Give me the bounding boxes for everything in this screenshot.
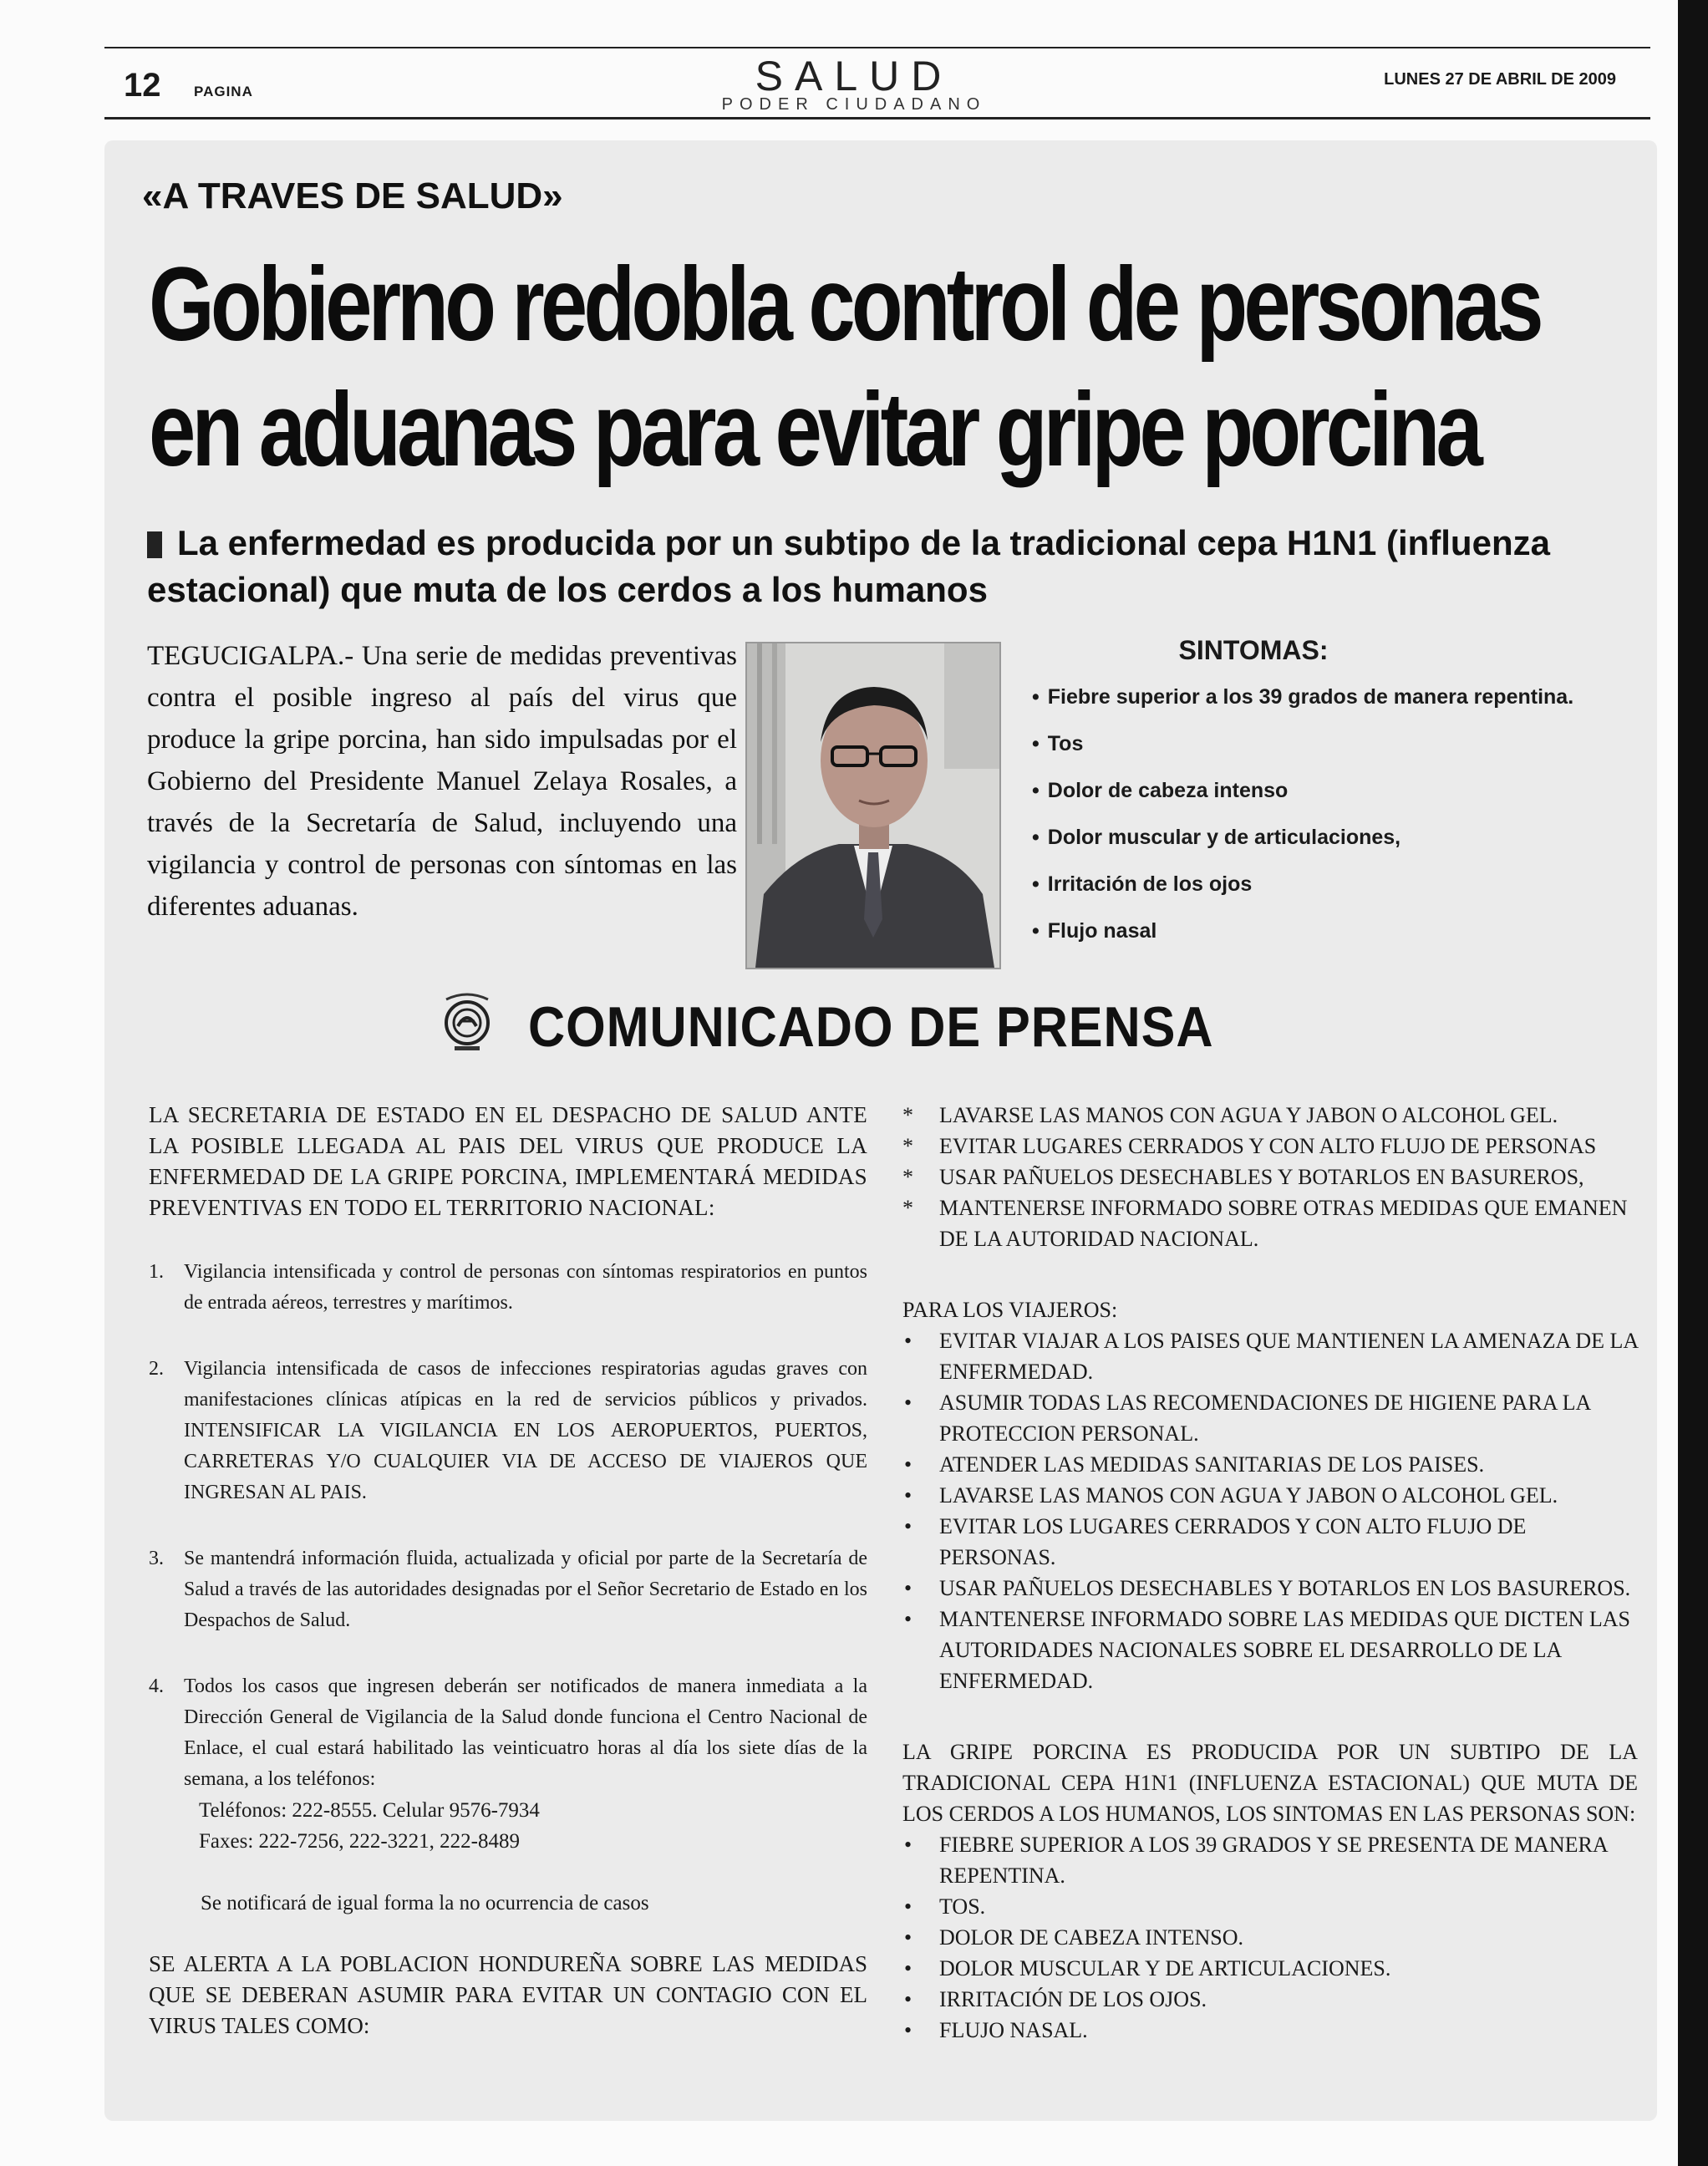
symptom-item: • Flujo nasal <box>1032 919 1617 966</box>
measure-item <box>149 1543 867 1636</box>
symptom-item: • Irritación de los ojos <box>1032 872 1617 919</box>
top-rule <box>104 47 1650 48</box>
traveler-item: • EVITAR LOS LUGARES CERRADOS Y CON ALTO FLUJO DE PERSONAS. <box>902 1511 1638 1573</box>
traveler-item: • USAR PAÑUELOS DESECHABLES Y BOTARLOS EN LOS BASUREROS. <box>902 1573 1638 1604</box>
page-number: 12 <box>124 67 161 104</box>
general-measure-item: * LAVARSE LAS MANOS CON AGUA Y JABON O ALCOHOL GEL. <box>902 1100 1638 1131</box>
page-label: PAGINA <box>194 84 253 99</box>
portrait-image <box>747 643 999 968</box>
traveler-item: • MANTENERSE INFORMADO SOBRE LAS MEDIDAS QUE DICTEN LAS AUTORIDADES NACIONALES SOBRE EL DESARROLLO DE LA ENFERMEDAD. <box>902 1604 1638 1696</box>
communique-left-column <box>149 1100 867 2041</box>
swine-flu-symptom-item: • TOS. <box>902 1891 1638 1922</box>
swine-flu-intro: LA GRIPE PORCINA ES PRODUCIDA POR UN SUBTIPO DE LA TRADICIONAL CEPA H1N1 (INFLUENZA ESTACIONAL) QUE MUTA DE LOS CERDOS A LOS HUMANOS, LOS SINTOMAS EN LAS PERSONAS SON: <box>902 1740 1638 1826</box>
subheadline <box>147 520 1618 613</box>
measure-text: Se mantendrá información fluida, actualizada y oficial por parte de la Secretaría de Salud a través de las autoridades designadas por el Señor Secretario de Estado en los Despachos de Salud. <box>184 1548 867 1631</box>
press-release-title: COMUNICADO DE PRENSA <box>528 995 1214 1059</box>
general-measure-item: * USAR PAÑUELOS DESECHABLES Y BOTARLOS EN BASUREROS, <box>902 1162 1638 1192</box>
measures-list <box>149 1257 867 1795</box>
symptom-item: • Dolor de cabeza intenso <box>1032 779 1617 826</box>
measure-item <box>149 1257 867 1319</box>
population-alert: SE ALERTA A LA POBLACION HONDUREÑA SOBRE LAS MEDIDAS QUE SE DEBERAN ASUMIR PARA EVITAR UN CONTAGIO CON EL VIRUS TALES COMO: <box>149 1951 867 2038</box>
fax-numbers: Faxes: 222-7256, 222-3221, 222-8489 <box>199 1830 520 1853</box>
phone-numbers: Teléfonos: 222-8555. Celular 9576-7934 <box>199 1799 540 1822</box>
headline-line-2: en aduanas para evitar gripe porcina <box>149 372 1479 488</box>
traveler-item: • ASUMIR TODAS LAS RECOMENDACIONES DE HIGIENE PARA LA PROTECCION PERSONAL. <box>902 1387 1638 1449</box>
measure-item <box>149 1354 867 1508</box>
swine-flu-symptom-item: • FLUJO NASAL. <box>902 2015 1638 2046</box>
notification-note: Se notificará de igual forma la no ocurrencia de casos <box>201 1892 649 1914</box>
symptoms-title: SINTOMAS: <box>1178 635 1329 665</box>
swine-flu-symptom-item: • DOLOR DE CABEZA INTENSO. <box>902 1922 1638 1953</box>
communique-intro: LA SECRETARIA DE ESTADO EN EL DESPACHO DE SALUD ANTE LA POSIBLE LLEGADA AL PAIS DEL VIRUS QUE PRODUCE LA ENFERMEDAD DE LA GRIPE PORCINA, IMPLEMENTARÁ MEDIDAS PREVENTIVAS EN TODO EL TERRITORIO NACIONAL: <box>149 1102 867 1220</box>
travelers-heading: PARA LOS VIAJEROS: <box>902 1298 1118 1322</box>
symptom-item: • Tos <box>1032 732 1617 779</box>
official-portrait-photo <box>745 642 1001 969</box>
measure-text: Todos los casos que ingresen deberán ser notificados de manera inmediata a la Dirección General de Vigilancia de la Salud donde funciona el Centro Nacional de Enlace, el cual estará habilitado las veinticuatro horas al día los siete días de la semana, a los teléfonos: <box>184 1675 867 1790</box>
measure-number: 2. <box>149 1358 164 1380</box>
traveler-item: • EVITAR VIAJAR A LOS PAISES QUE MANTIENEN LA AMENAZA DE LA ENFERMEDAD. <box>902 1325 1638 1387</box>
general-measure-item: * MANTENERSE INFORMADO SOBRE OTRAS MEDIDAS QUE EMANEN DE LA AUTORIDAD NACIONAL. <box>902 1192 1638 1254</box>
health-ministry-seal-icon <box>441 991 493 1053</box>
symptom-item: • Fiebre superior a los 39 grados de manera repentina. <box>1032 685 1617 732</box>
header-rule <box>104 117 1650 119</box>
measure-number: 3. <box>149 1548 164 1569</box>
communique-right-column <box>902 1100 1638 2046</box>
page-edge-shadow <box>1678 0 1708 2166</box>
section-title: SALUD <box>755 53 953 99</box>
kicker: «A TRAVES DE SALUD» <box>142 175 563 216</box>
swine-flu-symptom-item: • FIEBRE SUPERIOR A LOS 39 GRADOS Y SE PRESENTA DE MANERA REPENTINA. <box>902 1829 1638 1891</box>
general-measures-list <box>902 1100 1638 1254</box>
traveler-item: • ATENDER LAS MEDIDAS SANITARIAS DE LOS PAISES. <box>902 1449 1638 1480</box>
measure-text: Vigilancia intensificada y control de personas con síntomas respiratorios en puntos de entrada aéreos, terrestres y marítimos. <box>184 1261 867 1314</box>
headline-line-1: Gobierno redobla control de personas <box>149 247 1540 363</box>
symptom-item: • Dolor muscular y de articulaciones, <box>1032 826 1617 872</box>
subheadline-text: La enfermedad es producida por un subtipo de la tradicional cepa H1N1 (influenza estacional) que muta de los cerdos a los humanos <box>147 523 1550 609</box>
headline <box>149 242 1540 493</box>
general-measure-item: * EVITAR LUGARES CERRADOS Y CON ALTO FLUJO DE PERSONAS <box>902 1131 1638 1162</box>
swine-flu-symptoms-list <box>902 1829 1638 2046</box>
square-bullet-icon <box>147 531 162 558</box>
measure-number: 1. <box>149 1261 164 1283</box>
swine-flu-symptom-item: • DOLOR MUSCULAR Y DE ARTICULACIONES. <box>902 1953 1638 1984</box>
travelers-list <box>902 1325 1638 1696</box>
measure-text: Vigilancia intensificada de casos de infecciones respiratorias agudas graves con manifestaciones clínicas atípicas en la red de servicios públicos y privados. INTENSIFICAR LA VIGILANCIA EN LOS AEROPUERTOS, PUERTOS, CARRETERAS Y/O CUALQUIER VIA DE ACCESO DE VIAJEROS QUE INGRESAN AL PAIS. <box>184 1358 867 1503</box>
symptoms-list <box>1032 685 1617 966</box>
measure-number: 4. <box>149 1675 164 1697</box>
lede-paragraph: TEGUCIGALPA.- Una serie de medidas preventivas contra el posible ingreso al país del virus que produce la gripe porcina, han sido impulsadas por el Gobierno del Presidente Manuel Zelaya Rosales, a través de la Secretaría de Salud, incluyendo una vigilancia y control de personas con síntomas en las diferentes aduanas. <box>147 641 737 922</box>
measure-item <box>149 1671 867 1795</box>
traveler-item: • LAVARSE LAS MANOS CON AGUA Y JABON O ALCOHOL GEL. <box>902 1480 1638 1511</box>
issue-date: LUNES 27 DE ABRIL DE 2009 <box>1384 70 1616 89</box>
section-subtitle: PODER CIUDADANO <box>721 95 987 114</box>
swine-flu-symptom-item: • IRRITACIÓN DE LOS OJOS. <box>902 1984 1638 2015</box>
